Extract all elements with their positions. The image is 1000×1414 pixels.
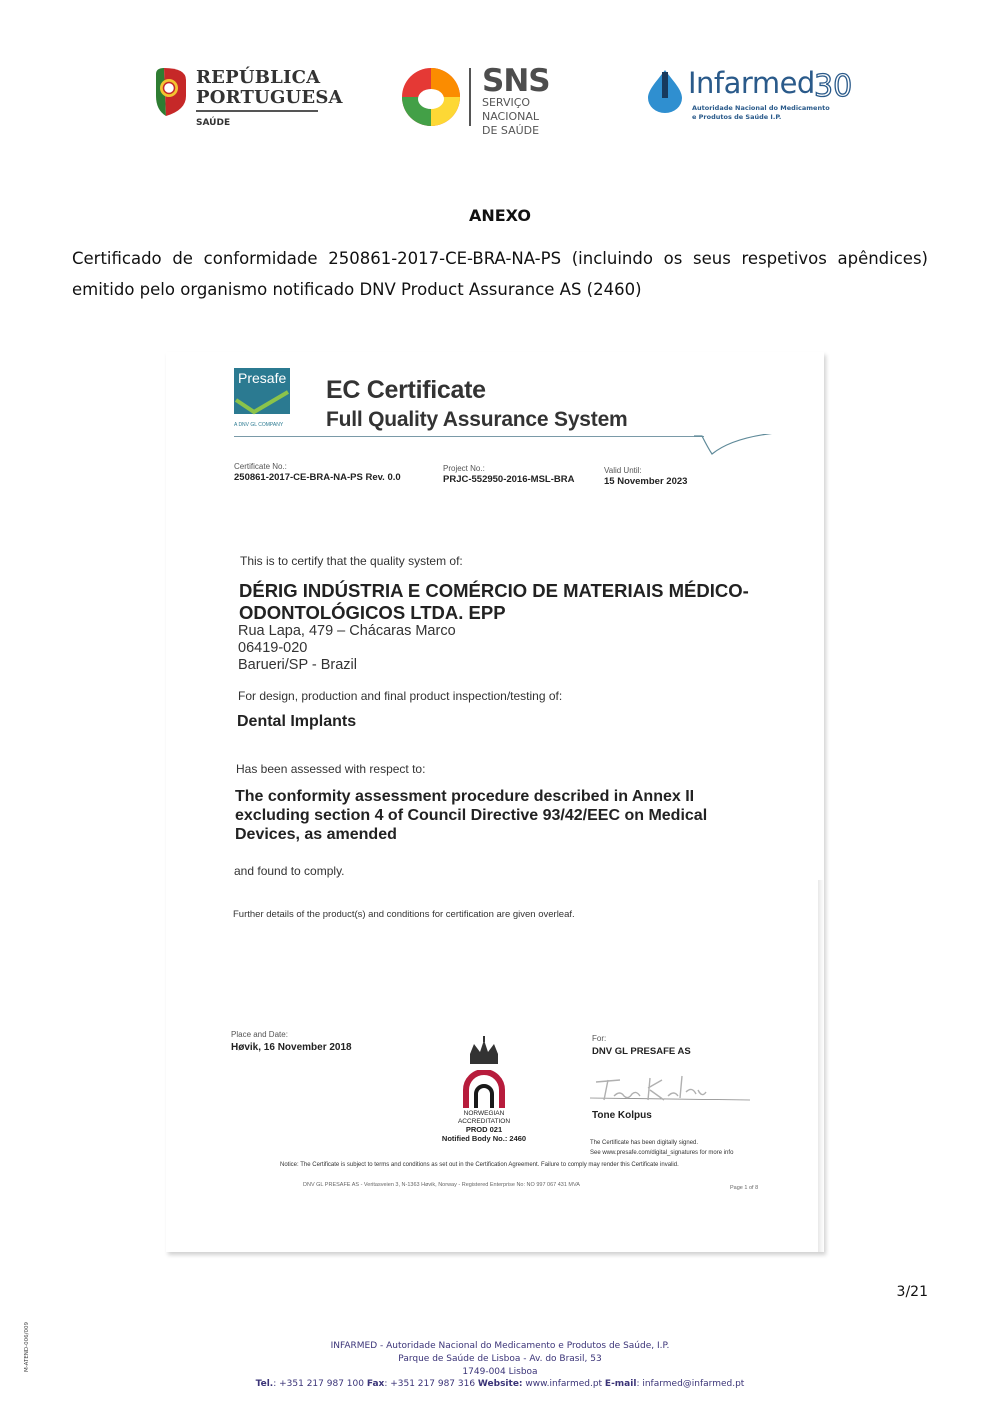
valid-label: Valid Until: bbox=[604, 466, 642, 475]
for-label: For: bbox=[592, 1034, 607, 1043]
place-date: Høvik, 16 November 2018 bbox=[231, 1042, 352, 1053]
svg-text:30: 30 bbox=[814, 69, 852, 102]
infarmed-logo bbox=[644, 66, 854, 130]
annex-title: ANEXO bbox=[468, 206, 532, 225]
project-no: PRJC-552950-2016-MSL-BRA bbox=[443, 474, 575, 485]
crown-icon bbox=[464, 1036, 504, 1070]
comply-text: and found to comply. bbox=[234, 864, 345, 878]
address-line1: Rua Lapa, 479 – Chácaras Marco bbox=[238, 623, 456, 639]
presafe-logo bbox=[234, 368, 290, 414]
swoosh-decoration bbox=[694, 434, 794, 474]
place-label: Place and Date: bbox=[231, 1030, 288, 1039]
cert-no-label: Certificate No.: bbox=[234, 462, 287, 471]
sns-title: SNS bbox=[482, 63, 550, 99]
tel-label: Tel. bbox=[255, 1379, 274, 1390]
coat-of-arms-icon bbox=[152, 66, 190, 118]
sns-emblem-icon bbox=[400, 66, 462, 128]
accr-line3: PROD 021 bbox=[465, 1125, 503, 1134]
assess-line1: The conformity assessment procedure described in Annex II bbox=[235, 788, 695, 805]
company-line2: ODONTOLÓGICOS LTDA. EPP bbox=[239, 602, 506, 623]
assessed-intro: Has been assessed with respect to: bbox=[236, 762, 426, 776]
issuer-address: DNV GL PRESAFE AS - Veritasveien 3, N-1363 Høvik, Norway - Registered Enterprise No: NO 997 067 431 MVA bbox=[303, 1182, 580, 1188]
product-name: Dental Implants bbox=[237, 713, 357, 730]
further-details: Further details of the product(s) and conditions for certification are given overleaf. bbox=[233, 909, 575, 920]
republica-portuguesa-logo bbox=[152, 64, 343, 134]
anniversary-30-icon bbox=[814, 68, 852, 102]
address-line2: 06419-020 bbox=[238, 640, 308, 656]
handwritten-signature bbox=[590, 1070, 760, 1104]
infarmed-name: Infarmed bbox=[688, 66, 815, 100]
annex-line1: Certificado de conformidade 250861-2017-CE-BRA-NA-PS (incluindo os seus respetivos apêndices) bbox=[72, 249, 928, 268]
rp-sub: SAÚDE bbox=[196, 118, 231, 128]
divider bbox=[469, 68, 471, 126]
fax-value: : +351 217 987 316 bbox=[384, 1379, 478, 1390]
header-rule bbox=[234, 436, 704, 437]
rp-line1: REPÚBLICA bbox=[196, 67, 321, 88]
document-code-text: M-ATEND-006/009 bbox=[23, 1322, 30, 1372]
certificate-title: EC Certificate bbox=[326, 376, 486, 404]
scope-intro: For design, production and final product inspection/testing of: bbox=[238, 689, 563, 703]
presafe-word: Presafe bbox=[238, 370, 287, 386]
sns-line1: SERVIÇO NACIONAL bbox=[482, 96, 540, 123]
annex-line2: emitido pelo organismo notificado DNV Product Assurance AS (2460) bbox=[72, 280, 642, 299]
certificate-page: Page 1 of 8 bbox=[730, 1185, 759, 1191]
notice-text: Notice: The Certificate is subject to terms and conditions as set out in the Certification Agreement. Failure to comply may render this Certificate invalid. bbox=[280, 1162, 679, 1168]
divider bbox=[196, 110, 318, 112]
infarmed-line2: e Produtos de Saúde I.P. bbox=[692, 113, 782, 121]
footer-line3: 1749-004 Lisboa bbox=[462, 1366, 538, 1377]
rp-line2: PORTUGUESA bbox=[196, 87, 343, 108]
signature-note-2: See www.presafe.com/digital_signatures for more info bbox=[590, 1150, 734, 1156]
company-address bbox=[238, 623, 456, 674]
valid-until: 15 November 2023 bbox=[604, 476, 688, 487]
assess-line3: Devices, as amended bbox=[235, 826, 397, 843]
annex-text bbox=[72, 243, 928, 305]
website-label: Website: bbox=[477, 1379, 523, 1390]
cert-no: 250861-2017-CE-BRA-NA-PS Rev. 0.0 bbox=[234, 472, 401, 483]
footer-line1: INFARMED - Autoridade Nacional do Medicamento e Produtos de Saúde, I.P. bbox=[330, 1341, 670, 1351]
accreditation-text bbox=[424, 1110, 544, 1144]
footer-line2: Parque de Saúde de Lisboa - Av. do Brasil, 53 bbox=[398, 1353, 602, 1364]
accr-line2: ACCREDITATION bbox=[457, 1118, 511, 1125]
accreditation-mark-icon bbox=[462, 1070, 506, 1110]
assess-line2: excluding section 4 of Council Directive 93/42/EEC on Medical bbox=[235, 807, 708, 824]
project-label: Project No.: bbox=[443, 464, 485, 473]
email-label: E-mail bbox=[604, 1379, 637, 1390]
ec-certificate bbox=[166, 352, 824, 1252]
company-name bbox=[239, 580, 749, 624]
accr-line4: Notified Body No.: 2460 bbox=[441, 1134, 527, 1143]
infarmed-line1: Autoridade Nacional do Medicamento bbox=[692, 104, 830, 112]
address-line3: Barueri/SP - Brazil bbox=[238, 657, 357, 673]
company-line1: DÉRIG INDÚSTRIA E COMÉRCIO DE MATERIAIS MÉDICO- bbox=[239, 580, 749, 601]
tel-value: : +351 217 987 100 bbox=[273, 1379, 367, 1390]
presafe-sub: A DNV GL COMPANY bbox=[234, 422, 284, 428]
footer-contacts bbox=[0, 1378, 1000, 1391]
sns-logo bbox=[400, 63, 585, 137]
accr-line1: NORWEGIAN bbox=[463, 1110, 505, 1117]
infarmed-drop-icon bbox=[644, 68, 686, 114]
website-link[interactable]: www.infarmed.pt bbox=[522, 1379, 605, 1390]
page-footer bbox=[0, 1340, 1000, 1391]
scan-edge bbox=[818, 880, 824, 1252]
signature-note-1: The Certificate has been digitally signed. bbox=[590, 1140, 699, 1146]
fax-label: Fax bbox=[366, 1379, 385, 1390]
page-number: 3/21 bbox=[896, 1284, 928, 1300]
checkmark-icon bbox=[234, 386, 290, 416]
assessment-procedure bbox=[235, 787, 707, 844]
certificate-subtitle: Full Quality Assurance System bbox=[326, 408, 628, 431]
certify-intro: This is to certify that the quality system of: bbox=[240, 554, 463, 568]
sns-line2: DE SAÚDE bbox=[482, 124, 540, 137]
email-link[interactable]: : infarmed@infarmed.pt bbox=[636, 1379, 745, 1390]
signer-name: Tone Kolpus bbox=[592, 1110, 652, 1121]
for-org: DNV GL PRESAFE AS bbox=[592, 1046, 691, 1057]
